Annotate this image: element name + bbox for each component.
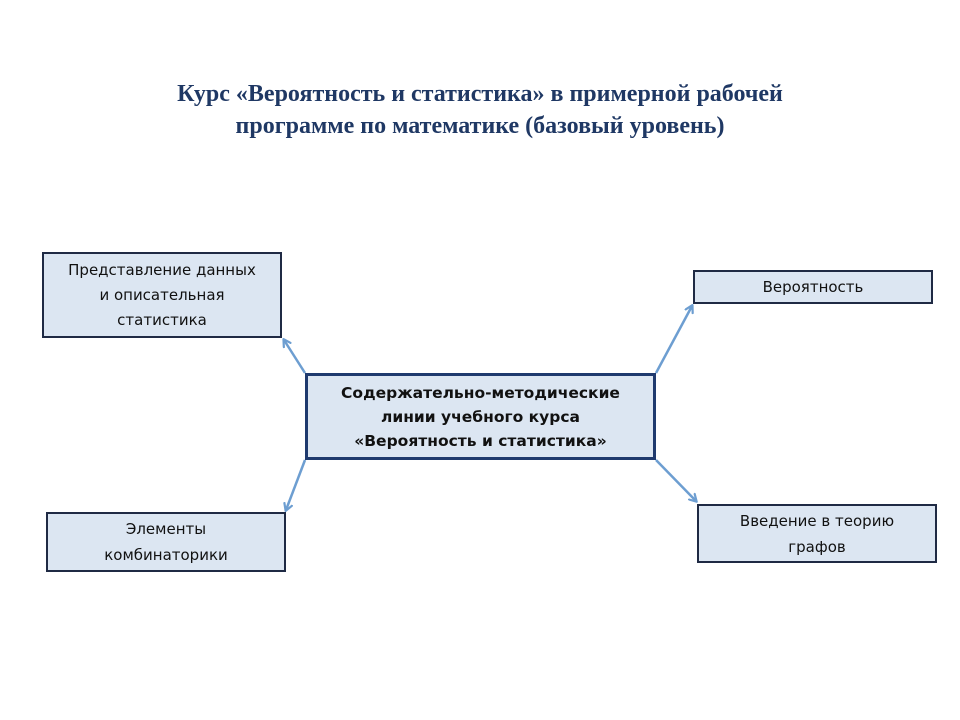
box-graph-theory [697, 504, 937, 563]
box-probability-line-1: Вероятность [762, 277, 864, 296]
box-central-topic-line-3: «Вероятность и статистика» [354, 431, 607, 450]
arrow-to-combinatorics [286, 460, 305, 510]
box-data-representation-line-3: статистика [117, 310, 207, 329]
box-data-representation [42, 252, 282, 338]
title-line-1: Курс «Вероятность и статистика» в примерной рабочей [177, 81, 783, 107]
box-probability [693, 270, 933, 304]
box-data-representation-line-2: и описательная [99, 285, 225, 304]
title-line-2: программе по математике (базовый уровень) [235, 113, 725, 139]
box-combinatorics [46, 512, 286, 572]
box-combinatorics-line-2: комбинаторики [104, 546, 228, 564]
page-title [60, 78, 900, 142]
box-central-topic-line-2: линии учебного курса [381, 407, 580, 426]
box-graph-theory-line-2: графов [788, 537, 846, 556]
box-data-representation-line-1: Представление данных [68, 260, 256, 279]
box-graph-theory-line-1: Введение в теорию [739, 511, 895, 530]
arrow-to-graph-theory [656, 460, 696, 501]
box-combinatorics-line-1: Элементы [125, 520, 207, 538]
box-central-topic [305, 373, 656, 460]
arrow-to-data-representation [284, 340, 305, 373]
arrow-to-probability [656, 306, 692, 373]
box-central-topic-line-1: Содержательно-методические [341, 383, 620, 402]
